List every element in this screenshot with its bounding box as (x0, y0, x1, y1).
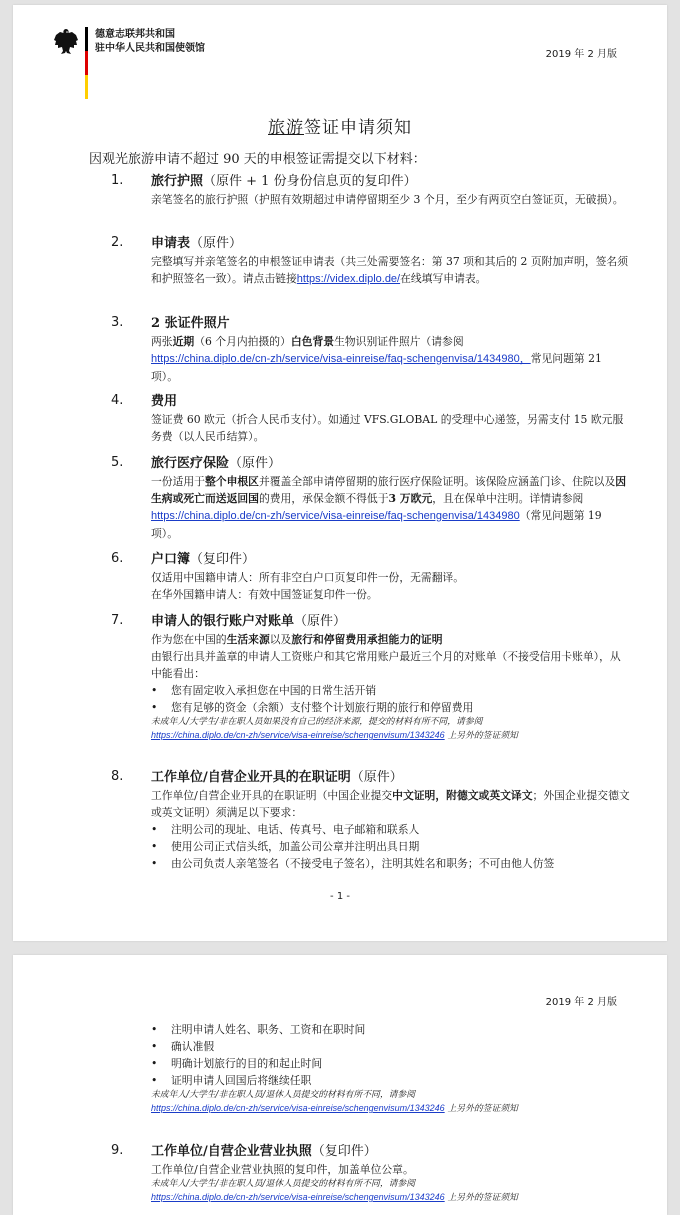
item-heading-main: 旅行护照 (151, 174, 204, 189)
desc-part: ，且在保单中注明。详情请参阅 (432, 492, 584, 505)
intro-text: 因观光旅游申请不超过 90 天的申根签证需提交以下材料： (89, 152, 426, 167)
desc-bold: 旅行和停留费用承担能力的证明 (291, 633, 443, 646)
flag-gold-stripe (85, 75, 88, 99)
item-description (151, 473, 631, 542)
note-part: 上另外的签证须知 (447, 1193, 518, 1203)
bullet-list (151, 821, 631, 872)
desc-bold: 生活来源 (226, 633, 270, 646)
item-number: 6. (111, 551, 124, 566)
item-number: 1. (111, 173, 124, 188)
videx-link[interactable]: https://videx.diplo.de/ (296, 273, 401, 285)
requirement-item-business-license (111, 1143, 631, 1205)
document-page-1 (13, 5, 667, 941)
item-heading-main: 旅行医疗保险 (151, 456, 230, 471)
desc-part: （常见问题第 19 项）。 (151, 509, 602, 540)
item-heading-note: （复印件） (311, 1144, 377, 1159)
item-heading-note: （原件） (229, 456, 282, 471)
item-number: 9. (111, 1143, 124, 1158)
requirement-item-application-form (111, 235, 631, 288)
requirement-item-passport (111, 173, 631, 208)
bullet-item: • 注明公司的现址、电话、传真号、电子邮箱和联系人 (171, 821, 631, 838)
item-number: 3. (111, 315, 124, 330)
flag-red-stripe (85, 51, 88, 75)
item-heading (151, 315, 631, 333)
title-rest: 签证申请须知 (304, 118, 412, 138)
note-part: 上另外的签证须知 (447, 1104, 518, 1114)
requirement-item-fees (111, 393, 631, 445)
item-heading-main: 费用 (151, 394, 178, 409)
bullet-item: • 确认准假 (171, 1038, 631, 1055)
photo-faq-link[interactable]: https://china.diplo.de/cn-zh/service/visa-einreise/faq-schengenvisa/1434980， (151, 353, 531, 365)
desc-part: 的费用，承保金额不得低于 (258, 492, 389, 505)
note-part: 上另外的签证须知 (447, 731, 518, 741)
item-note (151, 1089, 631, 1116)
item-description-line: 在华外国籍申请人：有效中国签证复印件一份。 (151, 588, 378, 601)
bullet-item: • 证明申请人回国后将继续任职 (171, 1072, 631, 1089)
embassy-name-line1: 德意志联邦共和国 (95, 29, 175, 40)
item-heading (151, 173, 631, 191)
item-heading-main: 申请人的银行账户对账单 (151, 614, 295, 629)
schengen-visa-link[interactable]: https://china.diplo.de/cn-zh/service/visa-einreise/schengenvisum/1343246 (151, 730, 445, 740)
schengen-visa-link[interactable]: https://china.diplo.de/cn-zh/service/visa-einreise/schengenvisum/1343246 (151, 1103, 445, 1113)
note-part: 未成年人/大学生/非在职人员/退休人员提交的材料有所不同，请参阅 (151, 1179, 416, 1189)
embassy-name (95, 28, 205, 56)
bullet-list (151, 1021, 631, 1089)
desc-bold: 中文证明，附德文或英文译文 (392, 789, 533, 802)
desc-bold: 白色背景 (290, 335, 335, 348)
item-heading (151, 613, 631, 631)
note-part: 未成年人/大学生/非在职人员/退休人员提交的材料有所不同，请参阅 (151, 1090, 416, 1100)
employment-certificate-continued (111, 1021, 631, 1116)
bullet-item: • 由公司负责人亲笔签名（不接受电子签名），注明其姓名和职务；不可由他人仿签 (171, 855, 631, 872)
desc-bold: 整个申根区 (204, 475, 259, 488)
item-description: 亲笔签名的旅行护照（护照有效期超过申请停留期至少 3 个月，至少有两页空白签证页，无破损）。 (151, 193, 624, 206)
item-heading (151, 1143, 631, 1161)
item-number: 8. (111, 769, 124, 784)
document-title (13, 113, 667, 138)
version-date: 2019 年 2 月版 (545, 49, 617, 60)
desc-part: 由银行出具并盖章的申请人工资账户和其它常用账户最近三个月的对账单（不接受信用卡账单），从中能看出： (151, 650, 621, 680)
desc-part: 并覆盖全部申请停留期的旅行医疗保险证明。该保险应涵盖门诊、住院以及 (258, 475, 616, 488)
version-date: 2019 年 2 月版 (545, 997, 617, 1008)
item-heading-note: （复印件） (190, 552, 256, 567)
item-number: 4. (111, 393, 124, 408)
item-heading (151, 393, 631, 411)
requirement-item-insurance (111, 455, 631, 542)
item-heading-main: 2 张证件照片 (151, 316, 230, 331)
requirement-item-photos (111, 315, 631, 385)
item-heading-main: 工作单位/自营企业开具的在职证明 (151, 770, 351, 785)
requirement-item-employment-certificate (111, 769, 631, 872)
bullet-item: • 使用公司正式信头纸，加盖公司公章并注明出具日期 (171, 838, 631, 855)
desc-part: 作为您在中国的 (151, 633, 227, 646)
bullet-item: • 您有固定收入承担您在中国的日常生活开销 (171, 682, 631, 699)
requirement-item-hukou (111, 551, 631, 603)
item-heading (151, 455, 631, 473)
item-heading (151, 551, 631, 569)
desc-part: ；外国企业提交德文或英文证明）须满足以下要求： (151, 789, 630, 819)
bullet-list (151, 682, 631, 716)
german-flag-stripe (85, 27, 88, 99)
desc-bold: 因生病或死亡而送返回国 (151, 475, 627, 505)
insurance-faq-link[interactable]: https://china.diplo.de/cn-zh/service/visa-einreise/faq-schengenvisa/1434980 (151, 510, 520, 522)
item-description: 签证费 60 欧元（折合人民币支付）。如通过 VFS.GLOBAL 的受理中心递签，另需支付 15 欧元服务费（以人民币结算）。 (151, 413, 624, 443)
item-description (151, 631, 631, 682)
item-heading-main: 户口簿 (151, 552, 191, 567)
title-underlined-part: 旅游 (268, 118, 304, 138)
desc-part: 工作单位/自营企业开具的在职证明（中国企业提交 (151, 789, 393, 802)
schengen-visa-link[interactable]: https://china.diplo.de/cn-zh/service/visa-einreise/schengenvisum/1343246 (151, 1192, 445, 1202)
item-heading-note: （原件 + 1 份身份信息页的复印件） (203, 174, 417, 189)
item-description (151, 333, 631, 385)
item-note (151, 1178, 631, 1205)
item-number: 2. (111, 235, 124, 250)
item-heading-main: 工作单位/自营企业营业执照 (151, 1144, 312, 1159)
flag-black-stripe (85, 27, 88, 51)
bullet-item: • 明确计划旅行的目的和起止时间 (171, 1055, 631, 1072)
desc-part: 一份适用于 (151, 475, 205, 488)
desc-part: （6 个月内拍摄的） (194, 335, 291, 348)
note-part: 未成年人/大学生/非在职人员如果没有自己的经济来源，提交的材料有所不同，请参阅 (151, 717, 483, 727)
item-number: 7. (111, 613, 124, 628)
desc-bold: 近期 (172, 335, 195, 348)
document-page-2 (13, 955, 667, 1215)
bullet-item: • 您有足够的资金（余额）支付整个计划旅行期的旅行和停留费用 (171, 699, 631, 716)
item-heading (151, 769, 631, 787)
desc-bold: 3 万欧元 (388, 492, 433, 505)
federal-eagle-icon (53, 27, 79, 55)
item-heading-main: 申请表 (151, 236, 191, 251)
desc-part: 完整填写并亲笔签名的申根签证申请表（共三处需要签名：第 37 项和其后的 2 页附加声明，签名须和护照签名一致）。请点击链接 (151, 255, 629, 285)
item-note (151, 716, 631, 743)
bullet-item: • 注明申请人姓名、职务、工资和在职时间 (171, 1021, 631, 1038)
item-description-line: 仅适用中国籍申请人：所有非空白户口页复印件一份，无需翻译。 (151, 571, 465, 584)
item-description (151, 253, 631, 288)
desc-part: 以及 (269, 633, 292, 646)
page-number: - 1 - (330, 891, 350, 902)
item-number: 5. (111, 455, 124, 470)
item-description (151, 787, 631, 821)
item-heading-note: （原件） (350, 770, 403, 785)
desc-part: 两张 (151, 335, 173, 348)
embassy-name-line2: 驻中华人民共和国使领馆 (95, 43, 205, 54)
requirement-item-bank-statement (111, 613, 631, 743)
item-heading-note: （原件） (294, 614, 347, 629)
desc-part: 生物识别证件照片（请参阅 (334, 335, 464, 348)
desc-part: 常见问题第 21 项）。 (151, 352, 602, 383)
desc-part: 在线填写申请表。 (400, 272, 487, 285)
item-heading-note: （原件） (190, 236, 243, 251)
item-description: 工作单位/自营企业营业执照的复印件，加盖单位公章。 (151, 1163, 414, 1176)
item-heading (151, 235, 631, 253)
